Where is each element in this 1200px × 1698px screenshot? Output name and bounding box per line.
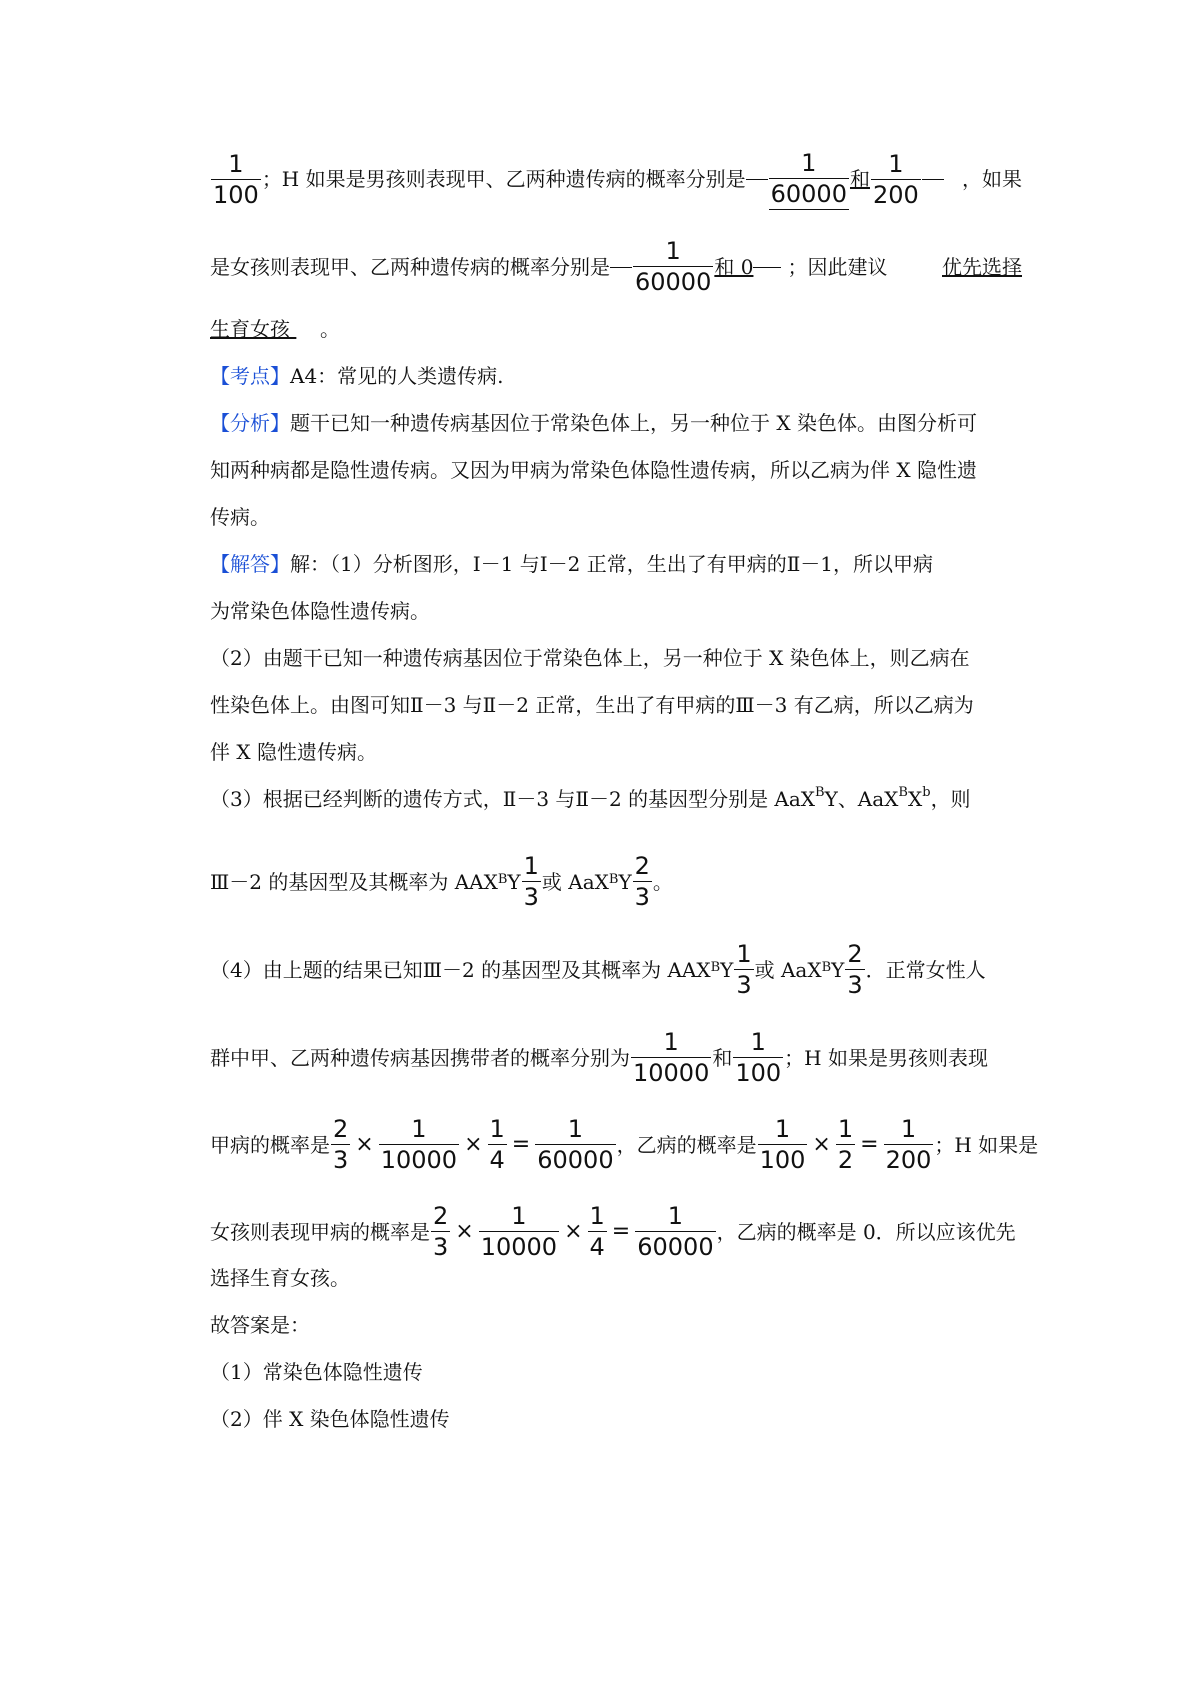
fraction: $\frac{1}{4}$	[589, 1202, 605, 1261]
jieda-p2-line-2: 性染色体上。由图可知Ⅱ－3 与Ⅱ－2 正常，生出了有甲病的Ⅲ－3 有乙病，所以乙病为	[210, 693, 974, 717]
fraction: $\frac{1}{10000}$	[480, 1202, 558, 1261]
fraction: $\frac{1}{60000}$	[635, 237, 712, 296]
fraction: $\frac{1}{60000}$	[537, 1115, 614, 1174]
fraction: $\frac{2}{3}$	[333, 1115, 349, 1174]
jieda-p4-line-5: 选择生育女孩。	[210, 1266, 350, 1290]
fraction: $\frac{1}{2}$	[837, 1115, 854, 1174]
fraction: $\frac{1}{200}$	[872, 149, 919, 209]
answer-2: （2）伴 X 染色体隐性遗传	[210, 1407, 450, 1431]
fenxi-line-3: 传病。	[210, 505, 270, 529]
fraction: $\frac{1}{3}$	[523, 852, 539, 911]
answer-blank	[753, 266, 781, 268]
fraction: $\frac{1}{4}$	[489, 1115, 505, 1174]
answers-head: 故答案是：	[210, 1313, 310, 1337]
fraction: $\frac{2}{3}$	[847, 940, 863, 999]
fraction: $\frac{1}{10000}$	[633, 1028, 710, 1087]
jieda-p4-line-4: 女孩则表现甲病的概率是 $\frac{2}{3}$ × $\frac{1}{10000}$ × $\frac{1}{4}$ = $\frac{1}{60000}$ ，乙病的概率是 0．所以应该优先	[210, 1202, 1016, 1261]
fraction: $\frac{1}{3}$	[736, 940, 752, 999]
fraction: $\frac{2}{3}$	[634, 852, 650, 911]
fraction: $\frac{1}{100}$	[213, 149, 259, 209]
answer-blank	[922, 178, 944, 180]
jieda-p2-line-1: （2）由题干已知一种遗传病基因位于常染色体上，另一种位于 X 染色体上，则乙病在	[210, 646, 970, 670]
fraction: $\frac{1}{100}$	[735, 1028, 782, 1087]
jieda-line-1: 【解答】解：（1）分析图形，Ⅰ－1 与Ⅰ－2 正常，生出了有甲病的Ⅱ－1，所以甲病	[210, 552, 934, 576]
fenxi-line-1: 【分析】题干已知一种遗传病基因位于常染色体上，另一种位于 X 染色体。由图分析可	[210, 411, 977, 435]
fraction: $\frac{2}{3}$	[433, 1202, 449, 1261]
answer-blank	[610, 266, 632, 268]
answer-line-2: 是女孩则表现甲、乙两种遗传病的概率分别是 $\frac{1}{60000}$ 和 0 ；因此建议 优先选择	[210, 237, 1022, 296]
fraction: $\frac{1}{60000}$	[637, 1202, 714, 1261]
jieda-p4-line-3: 甲病的概率是 $\frac{2}{3}$ × $\frac{1}{10000}$ × $\frac{1}{4}$ = $\frac{1}{60000}$ ，乙病的概率是 $\frac{1}{100}$ × $\frac{1}{2}$ = $\frac{1}{200}$ ；H 如果是	[210, 1115, 1039, 1174]
jieda-p4-line-1: （4）由上题的结果已知Ⅲ－2 的基因型及其概率为 AAX $^B$ Y $\frac{1}{3}$ 或 AaX $^B$ Y $\frac{2}{3}$ ．正常女性人	[210, 940, 986, 999]
jieda-p4-line-2: 群中甲、乙两种遗传病基因携带者的概率分别为 $\frac{1}{10000}$ 和 $\frac{1}{100}$ ；H 如果是男孩则表现	[210, 1028, 988, 1087]
jieda-p2-line-3: 伴 X 隐性遗传病。	[210, 740, 377, 764]
kaodian-line: 【考点】A4：常见的人类遗传病.	[210, 364, 504, 388]
fraction: $\frac{1}{200}$	[885, 1115, 932, 1174]
answer-1: （1）常染色体隐性遗传	[210, 1360, 423, 1384]
fraction: $\frac{1}{100}$	[759, 1115, 806, 1174]
answer-line-3: 生育女孩 。	[210, 317, 340, 341]
jieda-line-2: 为常染色体隐性遗传病。	[210, 599, 430, 623]
fraction: $\frac{1}{10000}$	[380, 1115, 458, 1174]
answer-line-1: $\frac{1}{100}$ ；H 如果是男孩则表现甲、乙两种遗传病的概率分别是 $\frac{1}{60000}$ 和 $\frac{1}{200}$ ，如果	[213, 149, 1022, 209]
jieda-tag: 【解答】	[210, 552, 290, 576]
fraction: $\frac{1}{60000}$	[770, 149, 847, 208]
kaodian-tag: 【考点】	[210, 364, 290, 388]
jieda-p3-line-2: Ⅲ－2 的基因型及其概率为 AAX $^B$ Y $\frac{1}{3}$ 或 AaX $^B$ Y $\frac{2}{3}$ 。	[210, 852, 673, 911]
answer-blank	[746, 178, 768, 180]
fenxi-line-2: 知两种病都是隐性遗传病。又因为甲病为常染色体隐性遗传病，所以乙病为伴 X 隐性遗	[210, 458, 977, 482]
fenxi-tag: 【分析】	[210, 411, 290, 435]
jieda-p3-line-1: （3）根据已经判断的遗传方式，Ⅱ－3 与Ⅱ－2 的基因型分别是 AaX$^B$Y、$AaX^BX^b$，则	[210, 785, 971, 811]
